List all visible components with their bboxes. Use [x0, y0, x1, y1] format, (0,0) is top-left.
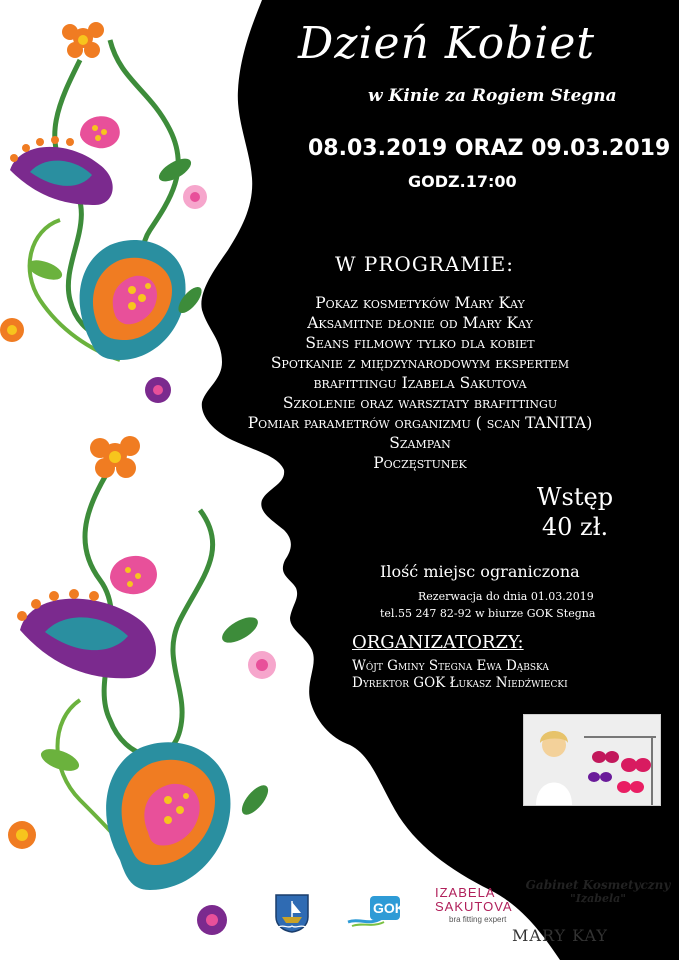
- program-item: Poczęstunek: [373, 454, 467, 472]
- gok-logo: [346, 892, 406, 930]
- program-heading: W PROGRAMIE:: [335, 252, 515, 276]
- entry-amount: 40 zł.: [541, 513, 609, 541]
- orange-flower-icon: [90, 436, 140, 478]
- program-item: Pokaz kosmetyków Mary Kay: [315, 294, 525, 312]
- program-item: brafittingu Izabela Sakutova: [313, 374, 527, 392]
- sakutova-line1: IZABELA: [435, 885, 496, 900]
- expert-photo: [523, 714, 661, 806]
- program-item: Szampan: [389, 434, 451, 452]
- organizers-heading: ORGANIZATORZY:: [352, 632, 524, 653]
- floral-paisley-ornament: [0, 0, 300, 960]
- program-item: Seans filmowy tylko dla kobiet: [305, 334, 535, 352]
- gabinet-line2: "Izabela": [570, 892, 626, 905]
- sakutova-line2: SAKUTOVA: [435, 899, 513, 914]
- marykay-logo: MARY KAY: [512, 926, 608, 945]
- organizer-item: Dyrektor GOK Łukasz Niedźwiecki: [352, 675, 568, 691]
- program-item: Spotkanie z międzynarodowym ekspertem: [270, 354, 570, 372]
- event-subtitle: w Kinie za Rogiem Stegna: [368, 86, 617, 106]
- program-item: Aksamitne dłonie od Mary Kay: [307, 314, 533, 332]
- gabinet-logo: [520, 878, 676, 905]
- organizer-item: Wójt Gminy Stegna Ewa Dąbska: [352, 658, 549, 674]
- reservation-deadline: Rezerwacja do dnia 01.03.2019: [418, 590, 594, 603]
- entry-price: [520, 482, 630, 542]
- program-list: [175, 293, 665, 473]
- event-title: Dzień Kobiet: [298, 18, 596, 69]
- orange-flower-icon: [62, 22, 104, 58]
- entry-label: Wstęp: [536, 483, 614, 511]
- program-item: Pomiar parametrów organizmu ( scan TANITA): [247, 414, 593, 432]
- event-dates: 08.03.2019 ORAZ 09.03.2019: [308, 136, 671, 161]
- reservation-phone: tel.55 247 82-92 w biurze GOK Stegna: [380, 607, 596, 620]
- sakutova-logo: [425, 885, 513, 925]
- organizers-list: [352, 658, 568, 692]
- stegna-coat-of-arms-icon: [274, 893, 310, 933]
- sakutova-tagline: bra fitting expert: [449, 915, 507, 924]
- limited-seats: Ilość miejsc ograniczona: [380, 562, 580, 581]
- gabinet-line1: Gabinet Kosmetyczny: [525, 878, 671, 892]
- gok-logo-text: GOK: [373, 900, 405, 916]
- event-time: GODZ.17:00: [408, 172, 517, 191]
- program-item: Szkolenie oraz warsztaty brafittingu: [282, 394, 558, 412]
